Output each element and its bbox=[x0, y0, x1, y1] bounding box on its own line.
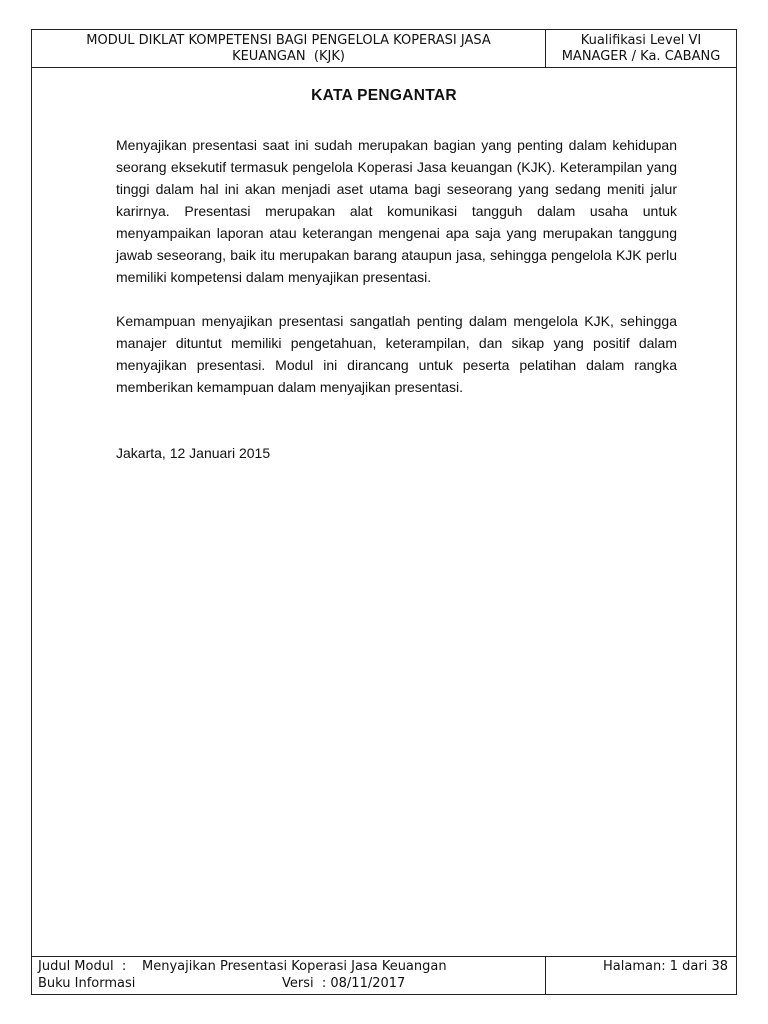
header-module-title bbox=[32, 30, 546, 67]
version-text: Versi : 08/11/2017 bbox=[282, 976, 406, 991]
paragraph-1: Menyajikan presentasi saat ini sudah merupakan bagian yang penting dalam kehidupan seorang eksekutif termasuk pengelola Koperasi Jasa keuangan (KJK). Keterampilan yang tinggi dalam hal ini akan menjadi aset utama bagi seseorang yang sedang meniti jalur karirnya. Presentasi merupakan alat komunikasi tangguh dalam usaha untuk menyampaikan laporan atau keterangan mengenai apa saja yang merupakan tanggung jawab seseorang, baik itu merupakan barang ataupun jasa, sehingga pengelola KJK perlu memiliki kompetensi dalam menyajikan presentasi. bbox=[116, 137, 677, 285]
footer-page-number bbox=[546, 957, 736, 994]
document-body bbox=[116, 134, 677, 464]
date-line: Jakarta, 12 Januari 2015 bbox=[116, 445, 271, 461]
module-label: Judul Modul : bbox=[38, 959, 127, 974]
page-frame bbox=[31, 29, 737, 995]
module-name: Menyajikan Presentasi Koperasi Jasa Keuangan bbox=[142, 959, 447, 974]
module-title-line-1: MODUL DIKLAT KOMPETENSI BAGI PENGELOLA KOPERASI JASA bbox=[86, 32, 491, 48]
document-footer bbox=[32, 956, 736, 994]
header-qualification bbox=[546, 30, 736, 67]
page-number: Halaman: 1 dari 38 bbox=[603, 959, 728, 974]
qualification-role: MANAGER / Ka. CABANG bbox=[561, 48, 721, 64]
document-header bbox=[32, 30, 736, 68]
book-label: Buku Informasi bbox=[38, 976, 136, 991]
paragraph-2: Kemampuan menyajikan presentasi sangatlah penting dalam mengelola KJK, sehingga manajer dituntut memiliki pengetahuan, keterampilan, dan sikap yang positif dalam menyajikan presentasi. Modul ini dirancang untuk peserta pelatihan dalam rangka memberikan kemampuan dalam menyajikan presentasi. bbox=[116, 313, 677, 395]
qualification-level: Kualifikasi Level VI bbox=[580, 32, 702, 48]
module-title-line-2: KEUANGAN (KJK) bbox=[232, 48, 345, 64]
page-title: KATA PENGANTAR bbox=[311, 87, 457, 104]
footer-module-info bbox=[32, 957, 546, 994]
